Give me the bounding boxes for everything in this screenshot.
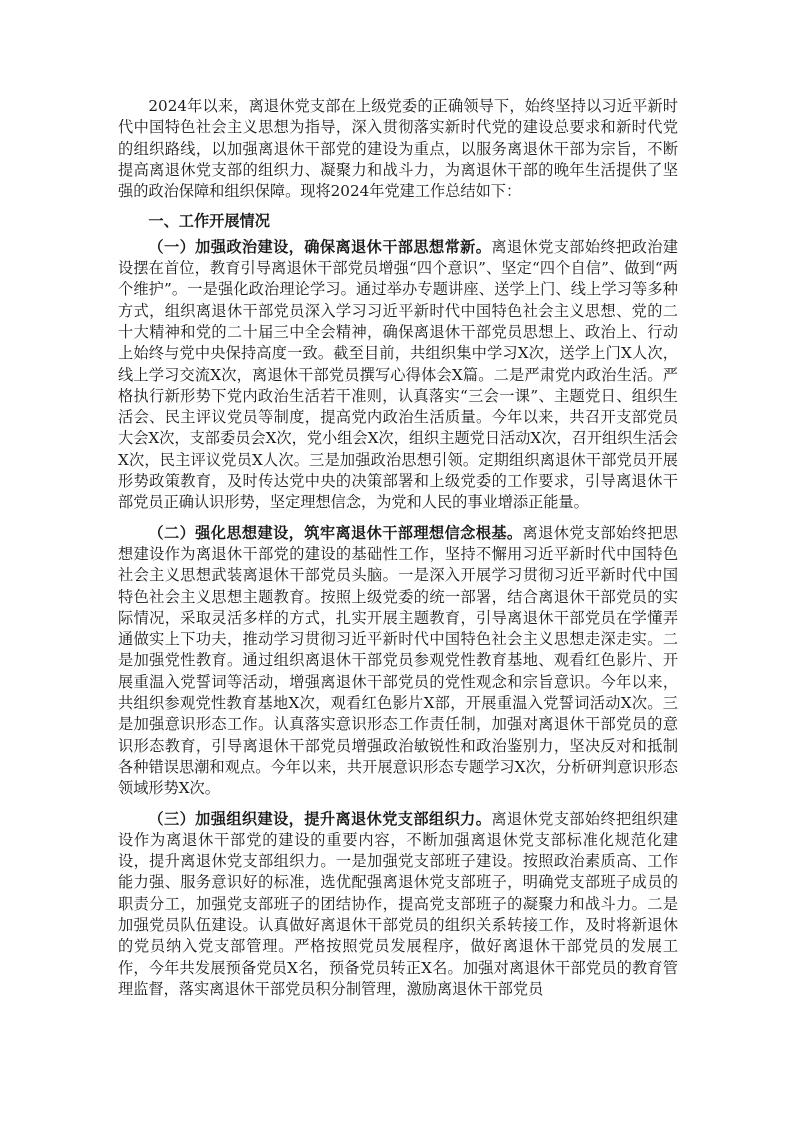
section-heading: 一、工作开展情况 [148,212,270,231]
section-2-body: 离退休党支部始终把思想建设作为离退休干部党的建设的基础性工作，坚持不懈用习近平新时代中国特色社会主义思想武装离退休干部党员头脑。一是深入开展学习贯彻习近平新时代中国特色社会主义思想主题教育。按照上级党委的统一部署，结合离退休干部党员的实际情况，采取灵活多样的方式，扎实开展主题教育，引导离退休干部党员在学懂弄通做实上下功夫，推动学习贯彻习近平新时代中国特色社会主义思想走深走实。二是加强党性教育。通过组织离退休干部党员参观党性教育基地、观看红色影片、开展重温入党誓词等活动，增强离退休干部党员的党性观念和宗旨意识。今年以来，共组织参观党性教育基地X次，观看红色影片X部，开展重温入党誓词活动X次。三是加强意识形态工作。认真落实意识形态工作责任制，加强对离退休干部党员的意识形态教育，引导离退休干部党员增强政治敏锐性和政治鉴别力，坚决反对和抵制各种错误思潮和观点。今年以来，共开展意识形态专题学习X次，分析研判意识形态领域形势X次。 [118,523,679,798]
section-1-body: 离退休党支部始终把政治建设摆在首位，教育引导离退休干部党员增强“四个意识”、坚定“四个自信”、做到“两个维护”。一是强化政治理论学习。通过举办专题讲座、送学上门、线上学习等多种方式，组织离退休干部党员深入学习习近平新时代中国特色社会主义思想、党的二十大精神和党的二十届三中全会精神，确保离退休干部党员思想上、政治上、行动上始终与党中央保持高度一致。截至目前，共组织集中学习X次，送学上门X人次，线上学习交流X次，离退休干部党员撰写心得体会X篇。二是严肃党内政治生活。严格执行新形势下党内政治生活若干准则，认真落实“三会一课”、主题党日、组织生活会、民主评议党员等制度，提高党内政治生活质量。今年以来，共召开支部党员大会X次，支部委员会X次，党小组会X次，组织主题党日活动X次，召开组织生活会X次，民主评议党员X人次。三是加强政治思想引领。定期组织离退休干部党员开展形势政策教育，及时传达党中央的决策部署和上级党委的工作要求，引导离退休干部党员正确认识形势，坚定理想信念，为党和人民的事业增添正能量。 [118,237,679,512]
section-2-paragraph [118,523,678,800]
section-3-lead: （三）加强组织建设，提升离退休党支部组织力。 [148,809,492,828]
section-1-paragraph [118,237,678,514]
section-3-paragraph [118,809,678,1001]
document-page [118,96,678,1000]
intro-paragraph: 2024年以来，离退休党支部在上级党委的正确领导下，始终坚持以习近平新时代中国特色社会主义思想为指导，深入贯彻落实新时代党的建设总要求和新时代党的组织路线，以加强离退休干部党的建设为重点，以服务离退休干部为宗旨，不断提高离退休党支部的组织力、凝聚力和战斗力，为离退休干部的晚年生活提供了坚强的政治保障和组织保障。现将2024年党建工作总结如下： [118,97,678,201]
section-3-body: 离退休党支部始终把组织建设作为离退休干部党的建设的重要内容，不断加强离退休党支部标准化规范化建设，提升离退休党支部组织力。一是加强党支部班子建设。按照政治素质高、工作能力强、服务意识好的标准，选优配强离退休党支部班子，明确党支部班子成员的职责分工，加强党支部班子的团结协作，提高党支部班子的凝聚力和战斗力。二是加强党员队伍建设。认真做好离退休干部党员的组织关系转接工作，及时将新退休的党员纳入党支部管理。严格按照党员发展程序，做好离退休干部党员的发展工作，今年共发展预备党员X名，预备党员转正X名。加强对离退休干部党员的教育管理监督，落实离退休干部党员积分制管理，激励离退休干部党员 [118,809,679,998]
section-1-lead: （一）加强政治建设，确保离退休干部思想常新。 [148,237,492,256]
section-2-lead: （二）强化思想建设，筑牢离退休干部理想信念根基。 [148,523,523,542]
